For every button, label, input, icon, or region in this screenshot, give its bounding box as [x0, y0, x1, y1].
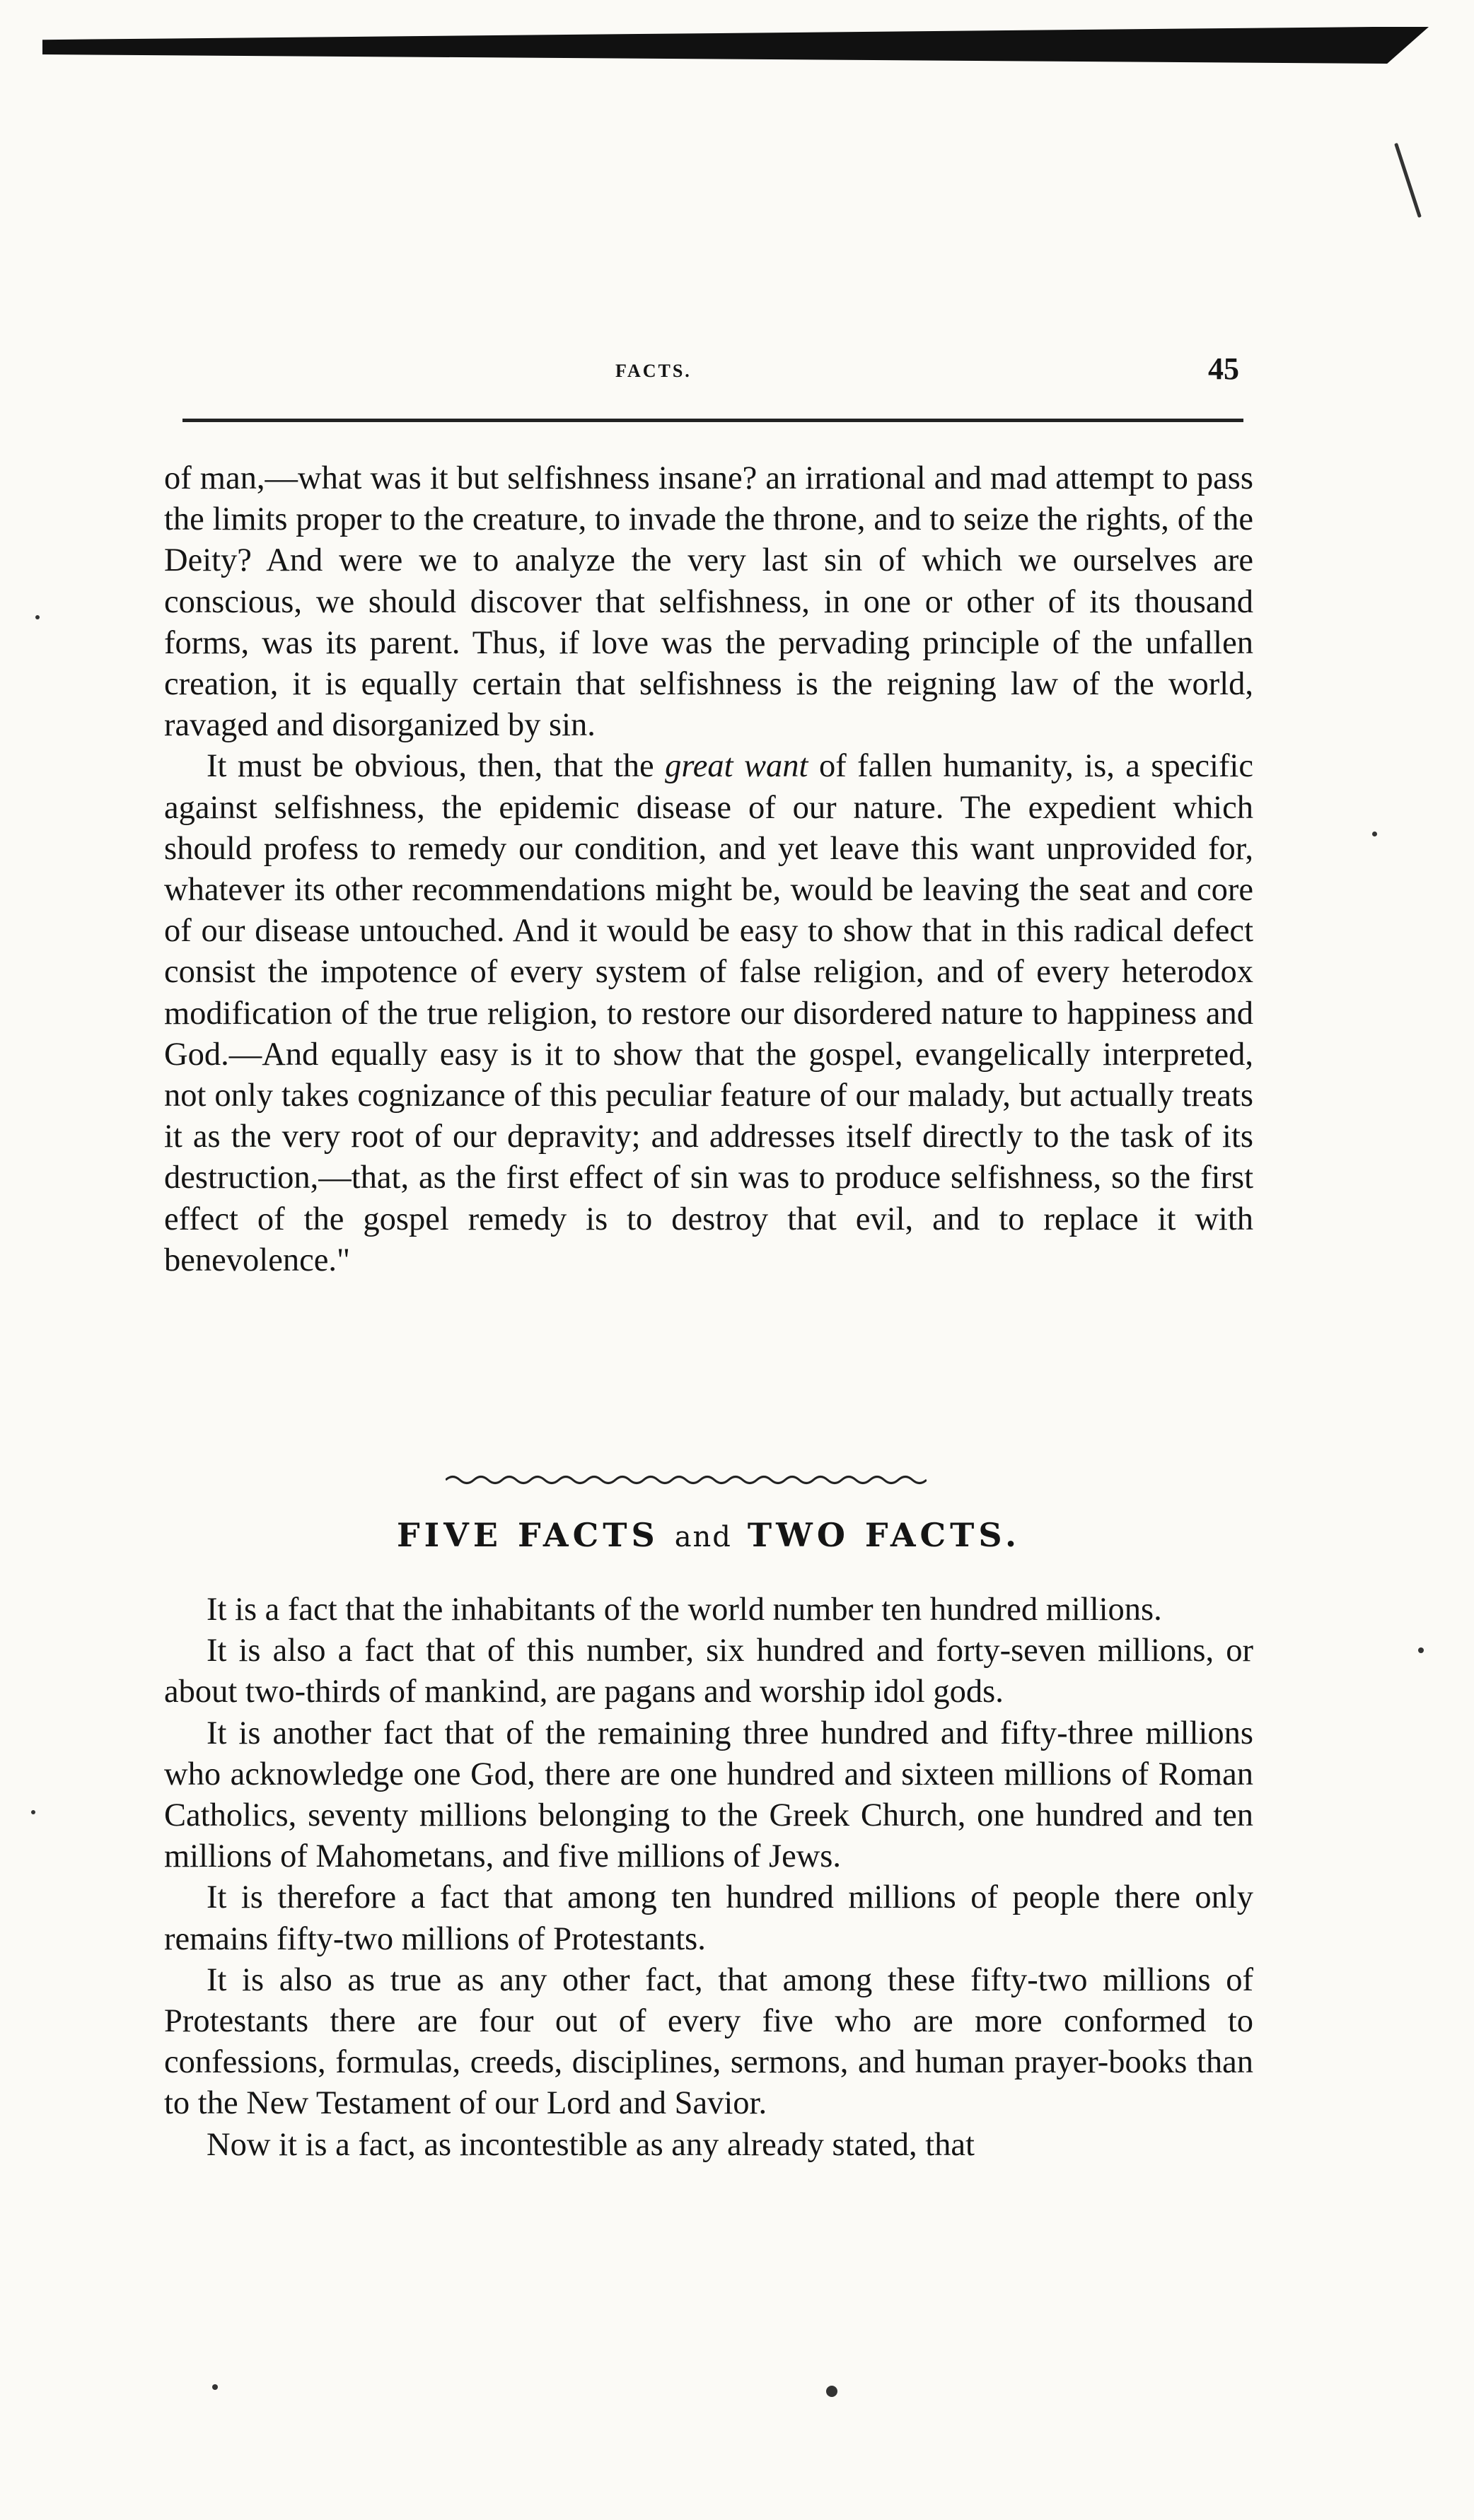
- emphasis-text: great want: [665, 748, 808, 785]
- ink-speck: [1372, 832, 1377, 836]
- paragraph: It is a fact that the inhabitants of the world number ten hundred millions.: [207, 1592, 1162, 1628]
- ink-speck: [212, 2384, 218, 2390]
- section-title-conjunction: and: [674, 1521, 732, 1553]
- page-number: 45: [1208, 351, 1239, 386]
- section-title-part: TWO FACTS.: [747, 1516, 1021, 1554]
- page-header: [177, 351, 1245, 396]
- section-title: [164, 1516, 1253, 1554]
- section-title-part: FIVE FACTS: [397, 1516, 659, 1554]
- paragraph: It is therefore a fact that among ten hundred millions of people there only remains fifty-two millions of Protestants.: [164, 1879, 1253, 1957]
- header-rule: [182, 419, 1243, 422]
- ink-speck: [31, 1810, 35, 1814]
- ink-speck: [35, 615, 40, 619]
- ink-speck: [826, 2386, 837, 2397]
- paragraph: Now it is a fact, as incontestible as any already stated, that: [207, 2126, 975, 2163]
- ink-speck: [1418, 1647, 1424, 1653]
- paragraph: [164, 746, 1253, 1281]
- ink-speck: [1394, 143, 1422, 218]
- paragraph-text: of fallen humanity, is, a specific against selfishness, the epidemic disease of our nature. The expedient which should profess to remedy our condition, and yet leave this want unprovided for, whatever its other recommendations might be, would be leaving the seat and core of our disease untouched. And it would be easy to show that in this radical defect consist the impotence of every system of false religion, and of every heterodox modification of the true religion, to restore our disordered nature to happiness and God.—And equally easy is it to show that the gospel, evangelically interpreted, not only takes cognizance of this peculiar feature of our malady, but actually treats it as the very root of our depravity; and addresses itself directly to the task of its destruction,—that, as the first effect of sin was to produce selfishness, so the first effect of the gospel remedy is to destroy that evil, and to replace it with benevolence.": [164, 748, 1253, 1278]
- wavy-divider: [446, 1471, 927, 1489]
- running-head: FACTS.: [615, 361, 692, 381]
- paragraph: of man,—what was it but selfishness insane? an irrational and mad attempt to pass the limits proper to the creature, to invade the throne, and to seize the rights, of the Deity? And were we to analyze the very last sin of which we ourselves are conscious, we should discover that selfishness, in one or other of its thousand forms, was its parent. Thus, if love was the pervading principle of the unfallen creation, it is equally certain that selfishness is the reigning law of the world, ravaged and disorganized by sin.: [164, 460, 1253, 744]
- text-block-continuation: [164, 458, 1253, 1281]
- paragraph: It is also as true as any other fact, that among these fifty-two millions of Protestants there are four out of every five who are more conformed to confessions, formulas, creeds, disciplines, sermons, and human prayer-books than to the New Testament of our Lord and Savior.: [164, 1961, 1253, 2122]
- paragraph: It is also a fact that of this number, six hundred and forty-seven millions, or about two-thirds of mankind, are pagans and worship idol gods.: [164, 1633, 1253, 1710]
- scan-edge-bar: [42, 27, 1429, 64]
- text-block-five-facts: [164, 1589, 1253, 2166]
- paragraph: It is another fact that of the remaining three hundred and fifty-three millions who acknowledge one God, there are one hundred and sixteen millions of Roman Catholics, seventy millions belonging to the Greek Church, one hundred and ten millions of Mahometans, and five millions of Jews.: [164, 1715, 1253, 1875]
- paragraph-text: It must be obvious, then, that the: [207, 748, 666, 785]
